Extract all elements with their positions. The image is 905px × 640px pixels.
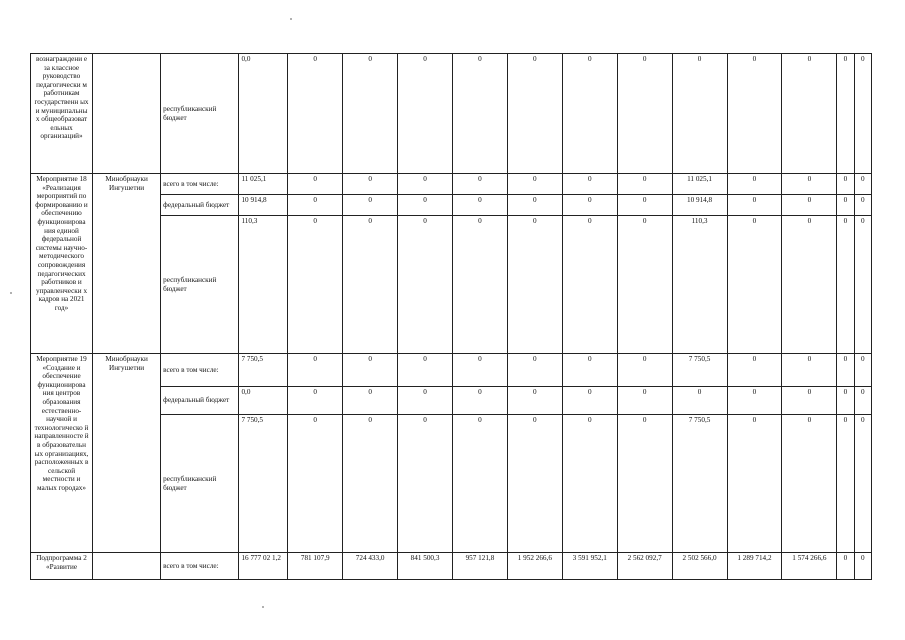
value-cell: 0: [452, 415, 507, 553]
value-cell: 0: [854, 387, 871, 415]
funding-source-cell: республиканский бюджет: [161, 54, 239, 174]
value-cell: 1 574 266,6: [782, 553, 837, 580]
funding-source-cell: республиканский бюджет: [161, 216, 239, 354]
value-cell: 0: [452, 54, 507, 174]
value-cell: 0: [617, 195, 672, 216]
value-cell: 0: [452, 195, 507, 216]
value-cell: 0: [837, 195, 854, 216]
value-cell: 0: [837, 354, 854, 387]
value-cell: 0: [837, 553, 854, 580]
table-row: [31, 354, 872, 387]
value-cell: 0: [398, 195, 453, 216]
value-cell: 0: [837, 54, 854, 174]
value-cell: 0: [617, 415, 672, 553]
value-cell: 0: [617, 387, 672, 415]
funding-source-cell: федеральный бюджет: [161, 387, 239, 415]
value-cell: 0: [452, 174, 507, 195]
value-cell: 0: [672, 387, 727, 415]
value-cell: 0: [398, 216, 453, 354]
scan-speck: [290, 18, 292, 20]
value-cell: 0: [782, 415, 837, 553]
scan-speck: [262, 606, 264, 608]
value-cell: 0: [727, 387, 782, 415]
value-cell: 0: [562, 174, 617, 195]
value-cell: 0: [854, 216, 871, 354]
value-cell: 11 025,1: [672, 174, 727, 195]
value-cell: 724 433,0: [343, 553, 398, 580]
value-cell: 0: [507, 354, 562, 387]
value-cell: 0: [782, 354, 837, 387]
value-cell: 0: [343, 195, 398, 216]
value-cell: 0: [507, 415, 562, 553]
value-cell: 0: [343, 216, 398, 354]
funding-source-cell: республиканский бюджет: [161, 415, 239, 553]
value-cell: 0: [782, 54, 837, 174]
executor-cell: Минобрнауки Ингушетии: [93, 354, 161, 553]
value-cell: 0: [507, 54, 562, 174]
value-cell: 0: [562, 195, 617, 216]
value-cell: 0: [343, 174, 398, 195]
measure-name-cell: Подпрограмма 2 «Развитие: [31, 553, 93, 580]
value-cell: 0: [452, 387, 507, 415]
value-cell: 0: [617, 216, 672, 354]
value-cell: 0: [288, 354, 343, 387]
value-cell: 7 750,5: [672, 354, 727, 387]
executor-cell: [93, 54, 161, 174]
value-cell: 0: [672, 54, 727, 174]
value-cell: 0: [854, 174, 871, 195]
value-cell: 0: [343, 387, 398, 415]
value-cell: 0: [782, 195, 837, 216]
value-cell: 841 500,3: [398, 553, 453, 580]
funding-source-cell: всего в том числе:: [161, 553, 239, 580]
value-cell: 0: [288, 54, 343, 174]
value-cell: 0: [288, 174, 343, 195]
value-cell: 0: [398, 387, 453, 415]
value-cell: 0: [507, 387, 562, 415]
funding-source-cell: всего в том числе:: [161, 174, 239, 195]
scan-speck: [10, 292, 12, 294]
value-cell: 0: [562, 415, 617, 553]
value-cell: 0: [727, 415, 782, 553]
value-cell: 0: [343, 54, 398, 174]
value-cell: 0: [398, 415, 453, 553]
value-cell: 10 914,8: [239, 195, 288, 216]
value-cell: 0: [782, 216, 837, 354]
value-cell: 0: [507, 195, 562, 216]
value-cell: 0: [727, 54, 782, 174]
value-cell: 0: [782, 174, 837, 195]
value-cell: 110,3: [239, 216, 288, 354]
value-cell: 0: [288, 195, 343, 216]
value-cell: 0: [452, 216, 507, 354]
value-cell: 1 289 714,2: [727, 553, 782, 580]
value-cell: 0: [398, 54, 453, 174]
value-cell: 7 750,5: [239, 415, 288, 553]
value-cell: 0: [837, 387, 854, 415]
value-cell: 0: [617, 54, 672, 174]
value-cell: 0: [343, 354, 398, 387]
value-cell: 0: [837, 216, 854, 354]
value-cell: 0: [727, 216, 782, 354]
value-cell: 0: [562, 354, 617, 387]
measure-name-cell: Мероприятие 19 «Создание и обеспечение функционирова ния центров образования естественно-научной и технологическо й направленносте й в образовательн ых организациях, расположенных в сельской местности и малых городах»: [31, 354, 93, 553]
value-cell: 0: [854, 354, 871, 387]
value-cell: 0: [727, 195, 782, 216]
value-cell: 7 750,5: [672, 415, 727, 553]
value-cell: 0: [452, 354, 507, 387]
executor-cell: [93, 553, 161, 580]
table-row: [31, 54, 872, 174]
table-row: [31, 174, 872, 195]
value-cell: 0: [617, 354, 672, 387]
value-cell: 0: [562, 216, 617, 354]
value-cell: 0: [782, 387, 837, 415]
table-row: [31, 553, 872, 580]
measure-name-cell: Мероприятие 18 «Реализация мероприятий по формированию и обеспечению функционирова ния единой федеральной системы научно-методического сопровождения педагогических работников и управленчески х кадров на 2021 год»: [31, 174, 93, 354]
value-cell: 0: [562, 387, 617, 415]
value-cell: 0: [617, 174, 672, 195]
budget-table: [30, 53, 872, 580]
value-cell: 0: [854, 553, 871, 580]
value-cell: 0: [854, 54, 871, 174]
value-cell: 1 952 266,6: [507, 553, 562, 580]
value-cell: 0: [507, 216, 562, 354]
value-cell: 957 121,8: [452, 553, 507, 580]
value-cell: 0: [854, 195, 871, 216]
value-cell: 2 562 092,7: [617, 553, 672, 580]
value-cell: 0: [837, 174, 854, 195]
value-cell: 110,3: [672, 216, 727, 354]
value-cell: 0: [288, 415, 343, 553]
value-cell: 0,0: [239, 387, 288, 415]
executor-cell: Минобрнауки Ингушетии: [93, 174, 161, 354]
value-cell: 7 750,5: [239, 354, 288, 387]
value-cell: 16 777 02 1,2: [239, 553, 288, 580]
value-cell: 0: [288, 387, 343, 415]
value-cell: 0: [343, 415, 398, 553]
value-cell: 10 914,8: [672, 195, 727, 216]
value-cell: 0: [854, 415, 871, 553]
value-cell: 2 502 566,0: [672, 553, 727, 580]
value-cell: 0: [837, 415, 854, 553]
funding-source-cell: федеральный бюджет: [161, 195, 239, 216]
measure-name-cell: вознаграждени е за классное руководство педагогически м работникам государственн ых и муниципальны х общеобразоват ельных организаций»: [31, 54, 93, 174]
value-cell: 0: [727, 354, 782, 387]
value-cell: 0: [727, 174, 782, 195]
value-cell: 0: [288, 216, 343, 354]
value-cell: 0: [562, 54, 617, 174]
value-cell: 11 025,1: [239, 174, 288, 195]
value-cell: 0: [398, 174, 453, 195]
value-cell: 0,0: [239, 54, 288, 174]
value-cell: 0: [398, 354, 453, 387]
value-cell: 0: [507, 174, 562, 195]
value-cell: 3 591 952,1: [562, 553, 617, 580]
funding-source-cell: всего в том числе:: [161, 354, 239, 387]
value-cell: 781 107,9: [288, 553, 343, 580]
